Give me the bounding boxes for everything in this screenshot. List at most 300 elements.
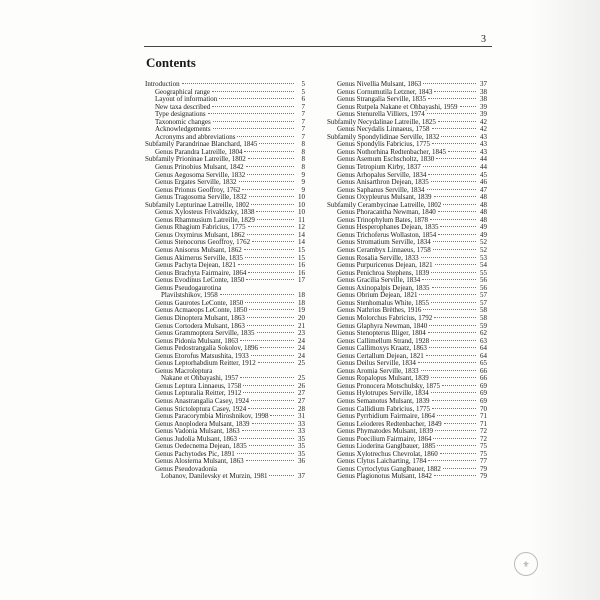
toc-entry-page: 18 xyxy=(298,298,305,307)
toc-entry-page: 7 xyxy=(301,125,305,134)
toc-entry-title: Genus Prionus Geoffroy, 1762 xyxy=(155,185,241,194)
toc-entry-title: Genus Akimerus Serville, 1835 xyxy=(155,253,243,262)
toc-entry-page: 71 xyxy=(480,412,487,421)
leader-dots xyxy=(418,362,476,363)
leader-dots xyxy=(219,98,294,99)
toc-entry-title: Genus Glaphyra Newman, 1840 xyxy=(337,321,428,330)
leader-dots xyxy=(249,196,294,197)
toc-entry-page: 52 xyxy=(480,246,487,255)
toc-entry-page: 69 xyxy=(480,396,487,405)
toc-entry-page: 48 xyxy=(480,193,487,202)
toc-entry-page: 36 xyxy=(298,457,305,466)
leader-dots xyxy=(247,174,294,175)
toc-entry-title: Genus Oxymirus Mulsant, 1862 xyxy=(155,230,245,239)
leader-dots xyxy=(244,151,294,152)
toc-entry-title: Genus Stromatium Serville, 1834 xyxy=(337,238,431,247)
leader-dots xyxy=(423,166,476,167)
leader-dots xyxy=(428,332,476,333)
leader-dots xyxy=(442,385,476,386)
page-edge-shade xyxy=(530,0,600,600)
toc-entry-page: 7 xyxy=(301,110,305,119)
leader-dots xyxy=(239,181,294,182)
page-title: Contents xyxy=(146,55,196,70)
toc-entry-title: Genus Stenurella Villiers, 1974 xyxy=(337,110,425,119)
toc-entry-title: Genus Oedecnema Dejean, 1835 xyxy=(155,442,247,451)
toc-entry-title: Genus Semanotus Mulsant, 1839 xyxy=(337,396,430,405)
toc-entry-title: Genus Gaurotes LeConte, 1850 xyxy=(155,298,244,307)
toc-entry-page: 65 xyxy=(480,359,487,368)
toc-entry-page: 57 xyxy=(480,298,487,307)
toc-entry-title: Genus Aegosoma Serville, 1832 xyxy=(155,170,246,179)
leader-dots xyxy=(238,264,294,265)
leader-dots xyxy=(419,294,476,295)
toc-entry-title: Genus Alosterna Mulsant, 1863 xyxy=(155,457,244,466)
leader-dots xyxy=(440,453,476,454)
leader-dots xyxy=(437,445,476,446)
leader-dots xyxy=(431,181,476,182)
leader-dots xyxy=(460,106,476,107)
toc-entry-title: Genus Phoracantha Newman, 1840 xyxy=(337,208,436,217)
leader-dots xyxy=(443,468,476,469)
leader-dots xyxy=(245,302,294,303)
leader-dots xyxy=(244,249,294,250)
leader-dots xyxy=(431,302,476,303)
toc-entry-title: Genus Necydalis Linnaeus, 1758 xyxy=(337,125,430,134)
toc-entry-page: 66 xyxy=(480,374,487,383)
toc-entry-title: Subfamily Spondylidinae Serville, 1832 xyxy=(327,132,440,141)
leader-dots xyxy=(421,370,476,371)
toc-entry-page: 7 xyxy=(301,132,305,141)
leader-dots xyxy=(260,347,294,348)
toc-entry-title: Geographical range xyxy=(155,87,210,96)
toc-entry-page: 5 xyxy=(301,80,305,88)
toc-entry-page: 66 xyxy=(480,366,487,375)
toc-entry-page: 43 xyxy=(480,147,487,156)
leader-dots xyxy=(422,279,476,280)
toc-entry-page: 42 xyxy=(480,125,487,134)
leader-dots xyxy=(440,226,476,227)
toc-entry-page: 77 xyxy=(480,457,487,466)
toc-entry-page: 49 xyxy=(480,230,487,239)
toc-entry xyxy=(327,473,487,481)
toc-entry-title: Genus Pyrrhidium Fairmaire, 1864 xyxy=(337,412,435,421)
toc-entry-page: 10 xyxy=(298,200,305,209)
toc-entry-title: Genus Axinopalpis Dejean, 1835 xyxy=(337,283,430,292)
toc-entry-page: 48 xyxy=(480,200,487,209)
toc-entry-title: Genus Callimoxys Kraatz, 1863 xyxy=(337,344,427,353)
toc-entry-title: Genus Clytus Laicharting, 1784 xyxy=(337,457,427,466)
leader-dots xyxy=(435,430,476,431)
toc-entry-title: Genus Dinoptera Mulsant, 1863 xyxy=(155,313,245,322)
toc-entry-title: Layout of information xyxy=(155,95,218,104)
toc-entry-title: Genus Macroleptura xyxy=(155,366,213,375)
toc-entry-page: 15 xyxy=(298,253,305,262)
toc-entry-title: Genus Lepturalia Reitter, 1912 xyxy=(155,389,242,398)
toc-entry-title: Genus Pachyta Dejean, 1821 xyxy=(155,261,236,270)
leader-dots xyxy=(427,189,477,190)
leader-dots xyxy=(242,189,294,190)
toc-entry-page: 31 xyxy=(298,412,305,421)
toc-entry-title: Genus Brachyta Fairmaire, 1864 xyxy=(155,268,247,277)
toc-entry-page: 8 xyxy=(301,163,305,172)
toc-entry-page: 54 xyxy=(480,261,487,270)
toc-entry-page: 56 xyxy=(480,276,487,285)
toc-entry-page: 9 xyxy=(301,178,305,187)
toc-entry-title: Genus Plagionotus Mulsant, 1842 xyxy=(337,472,432,481)
toc-entry-title: Genus Nathrius Brèthes, 1916 xyxy=(337,306,422,315)
leader-dots xyxy=(269,475,294,476)
leader-dots xyxy=(444,423,476,424)
toc-entry-title: Genus Xylosteus Frivaldszky, 1838 xyxy=(155,208,255,217)
toc-entry-page: 33 xyxy=(298,427,305,436)
leader-dots xyxy=(423,309,476,310)
leader-dots xyxy=(259,143,294,144)
toc-entry-title: Genus Molorchus Fabricius, 1792 xyxy=(337,313,433,322)
leader-dots xyxy=(438,211,476,212)
toc-entry-page: 25 xyxy=(298,359,305,368)
leader-dots xyxy=(251,355,294,356)
leader-dots xyxy=(245,257,294,258)
toc-entry-page: 27 xyxy=(298,389,305,398)
toc-entry-title: Genus Ergates Serville, 1832 xyxy=(155,178,237,187)
leader-dots xyxy=(258,362,294,363)
leader-dots xyxy=(433,241,476,242)
toc-entry-title: Genus Asemum Eschscholtz, 1830 xyxy=(337,155,435,164)
toc-entry-title: Genus Deilus Serville, 1834 xyxy=(337,359,416,368)
toc-entry-page: 39 xyxy=(480,102,487,111)
leader-dots xyxy=(213,128,294,129)
toc-entry-page: 24 xyxy=(298,351,305,360)
toc-entry-title: Genus Poecilium Fairmaire, 1864 xyxy=(337,434,432,443)
toc-entry-title: Lobanov, Danilevsky et Murzin, 1981 xyxy=(161,472,268,481)
leader-dots xyxy=(247,325,294,326)
leader-dots xyxy=(246,460,294,461)
leader-dots xyxy=(441,136,476,137)
leader-dots xyxy=(252,423,295,424)
toc-entry-page: 21 xyxy=(298,321,305,330)
toc-entry-title: Genus Paracorymbia Miroshnikov, 1998 xyxy=(155,412,269,421)
leader-dots xyxy=(438,121,476,122)
toc-entry-page: 9 xyxy=(301,185,305,194)
leader-dots xyxy=(251,204,294,205)
leader-dots xyxy=(428,460,476,461)
leader-dots xyxy=(429,325,476,326)
toc-entry-page: 45 xyxy=(480,170,487,179)
toc-entry-page: 39 xyxy=(480,110,487,119)
toc-entry-title: Genus Certallum Dejean, 1821 xyxy=(337,351,424,360)
toc-entry-title: Genus Phymatodes Mulsant, 1839 xyxy=(337,427,434,436)
toc-entry-title: Genus Pseudogaurotina xyxy=(155,283,222,292)
toc-entry-page: 8 xyxy=(301,155,305,164)
toc-entry-page: 56 xyxy=(480,283,487,292)
toc-entry-page: 70 xyxy=(480,404,487,413)
leader-dots xyxy=(220,294,294,295)
leader-dots xyxy=(248,158,294,159)
toc-entry-page: 64 xyxy=(480,344,487,353)
toc-entry-title: Genus Grammoptera Serville, 1835 xyxy=(155,329,255,338)
leader-dots xyxy=(432,128,476,129)
toc-entry-title: Genus Parandra Latreille, 1804 xyxy=(155,147,243,156)
toc-entry-title: Genus Pedostrangalia Sokolov, 1896 xyxy=(155,344,258,353)
leader-dots xyxy=(257,332,294,333)
toc-entry-title: New taxa described xyxy=(155,102,211,111)
toc-entry-page: 53 xyxy=(480,253,487,262)
toc-entry-page: 25 xyxy=(298,374,305,383)
toc-entry-title: Genus Spondylis Fabricius, 1775 xyxy=(337,140,430,149)
leader-dots xyxy=(431,392,476,393)
leader-dots xyxy=(428,174,476,175)
toc-entry-page: 23 xyxy=(298,329,305,338)
toc-entry-page: 6 xyxy=(301,95,305,104)
leader-dots xyxy=(435,264,476,265)
toc-entry-page: 18 xyxy=(298,291,305,300)
toc-entry-page: 44 xyxy=(480,163,487,172)
toc-entry-title: Genus Anoplodera Mulsant, 1839 xyxy=(155,419,250,428)
leader-dots xyxy=(251,400,294,401)
toc-entry-title: Genus Hylotrupes Serville, 1834 xyxy=(337,389,429,398)
toc-entry-page: 62 xyxy=(480,329,487,338)
leader-dots xyxy=(256,211,294,212)
toc-entry-title: Genus Aromia Serville, 1833 xyxy=(337,366,419,375)
toc-entry-title: Genus Penichroa Stephens, 1839 xyxy=(337,268,430,277)
toc-right-column xyxy=(327,81,487,481)
toc-entry-title: Genus Pidonia Mulsant, 1863 xyxy=(155,336,239,345)
toc-entry-title: Genus Stenhomalus White, 1855 xyxy=(337,298,430,307)
toc-entry-page: 11 xyxy=(298,215,305,224)
leader-dots xyxy=(248,226,294,227)
toc-entry-title: Genus Obrium Dejean, 1821 xyxy=(337,291,418,300)
toc-entry-page: 59 xyxy=(480,321,487,330)
toc-entry-page: 57 xyxy=(480,291,487,300)
toc-entry-page: 72 xyxy=(480,427,487,436)
toc-entry-page: 48 xyxy=(480,215,487,224)
toc-entry-title: Genus Stenopterus Illiger, 1804 xyxy=(337,329,426,338)
leader-dots xyxy=(208,113,294,114)
toc-entry-page: 72 xyxy=(480,434,487,443)
toc-entry-page: 42 xyxy=(480,117,487,126)
leader-dots xyxy=(246,166,294,167)
leader-dots xyxy=(430,219,476,220)
leader-dots xyxy=(432,143,476,144)
header-rule xyxy=(144,46,492,47)
leader-dots xyxy=(428,98,476,99)
toc-entry-title: Genus Trinophylum Bates, 1878 xyxy=(337,215,429,224)
leader-dots xyxy=(252,241,294,242)
leader-dots xyxy=(243,392,294,393)
toc-entry-page: 37 xyxy=(298,472,305,481)
toc-entry-page: 26 xyxy=(298,381,305,390)
toc-entry-page: 16 xyxy=(298,268,305,277)
toc-entry-title: Genus Strangalia Serville, 1835 xyxy=(337,95,427,104)
toc-entry-page: 79 xyxy=(480,464,487,473)
toc-entry-page: 14 xyxy=(298,238,305,247)
toc-entry-title: Genus Cortodera Mulsant, 1863 xyxy=(155,321,245,330)
toc-entry-page: 55 xyxy=(480,268,487,277)
toc-entry-title: Plavilstshikov, 1958 xyxy=(161,291,218,300)
toc-entry-title: Genus Rutpela Nakane et Ohbayashi, 1959 xyxy=(337,102,458,111)
toc-entry-title: Genus Cerambyx Linnaeus, 1758 xyxy=(337,246,431,255)
leader-dots xyxy=(240,377,294,378)
toc-entry-title: Genus Tetropium Kirby, 1837 xyxy=(337,163,421,172)
toc-entry-page: 64 xyxy=(480,351,487,360)
toc-entry-title: Genus Pronocera Motschulsky, 1875 xyxy=(337,381,440,390)
leader-dots xyxy=(247,234,294,235)
toc-entry-title: Genus Xylotrechus Chevrolat, 1860 xyxy=(337,449,438,458)
leader-dots xyxy=(438,234,476,235)
leader-dots xyxy=(212,106,294,107)
leader-dots xyxy=(237,136,294,137)
toc-entry-title: Genus Trichoferus Wollaston, 1854 xyxy=(337,230,437,239)
toc-entry-title: Subfamily Prioninae Latreille, 1802 xyxy=(145,155,246,164)
leader-dots xyxy=(431,340,476,341)
leader-dots xyxy=(182,83,294,84)
toc-entry-page: 35 xyxy=(298,449,305,458)
toc-entry-page: 9 xyxy=(301,170,305,179)
toc-entry-page: 24 xyxy=(298,336,305,345)
toc-entry-title: Acronyms and abbreviations xyxy=(155,132,236,141)
leader-dots xyxy=(423,83,476,84)
toc-entry-title: Subfamily Lepturinae Latreille, 1802 xyxy=(145,200,250,209)
toc-entry-title: Genus Anastrangalia Casey, 1924 xyxy=(155,396,250,405)
toc-entry-title: Genus Leptura Linnaeus, 1758 xyxy=(155,381,242,390)
toc-entry-title: Genus Stictoleptura Casey, 1924 xyxy=(155,404,247,413)
leader-dots xyxy=(432,408,476,409)
toc-entry-page: 20 xyxy=(298,313,305,322)
toc-entry-page: 28 xyxy=(298,404,305,413)
leader-dots xyxy=(433,438,476,439)
toc-entry-page: 12 xyxy=(298,223,305,232)
toc-entry-title: Genus Callimellum Strand, 1928 xyxy=(337,336,430,345)
toc-entry-page: 79 xyxy=(480,472,487,481)
toc-entry-title: Genus Oxypleurus Mulsant, 1839 xyxy=(337,193,432,202)
leader-dots xyxy=(448,151,476,152)
leader-dots xyxy=(239,438,294,439)
toc-entry-title: Genus Anisorus Mulsant, 1862 xyxy=(155,246,242,255)
toc-entry-page: 27 xyxy=(298,396,305,405)
leader-dots xyxy=(246,279,294,280)
toc-entry xyxy=(145,473,305,481)
toc-entry-title: Genus Pachytodes Pic, 1891 xyxy=(155,449,235,458)
leader-dots xyxy=(434,196,477,197)
toc-entry-page: 15 xyxy=(298,246,305,255)
toc-entry-title: Genus Hesperophanes Dejean, 1835 xyxy=(337,223,439,232)
leader-dots xyxy=(240,340,294,341)
toc-entry-title: Genus Acmaeops LeConte, 1850 xyxy=(155,306,248,315)
toc-entry-page: 14 xyxy=(298,230,305,239)
toc-entry-title: Introduction xyxy=(145,80,180,88)
leader-dots xyxy=(427,113,476,114)
toc-entry-page: 8 xyxy=(301,140,305,149)
library-stamp-icon: ⚜ xyxy=(514,552,538,576)
toc-entry-page: 58 xyxy=(480,306,487,315)
toc-entry-page: 16 xyxy=(298,261,305,270)
toc-entry-title: Genus Vadonia Mulsant, 1863 xyxy=(155,427,240,436)
toc-entry-page: 35 xyxy=(298,434,305,443)
toc-entry-page: 19 xyxy=(298,306,305,315)
leader-dots xyxy=(249,445,294,446)
toc-entry-page: 37 xyxy=(480,80,487,88)
toc-entry-page: 35 xyxy=(298,442,305,451)
toc-entry-title: Genus Stenocorus Geoffroy, 1762 xyxy=(155,238,251,247)
toc-entry-page: 58 xyxy=(480,313,487,322)
leader-dots xyxy=(421,257,476,258)
toc-entry-page: 10 xyxy=(298,193,305,202)
toc-entry-title: Genus Judolia Mulsant, 1863 xyxy=(155,434,238,443)
toc-entry-page: 43 xyxy=(480,132,487,141)
toc-entry-page: 71 xyxy=(480,419,487,428)
toc-entry-title: Genus Gracilia Serville, 1834 xyxy=(337,276,421,285)
leader-dots xyxy=(443,204,476,205)
toc-entry-title: Nakane et Ohbayashi, 1957 xyxy=(161,374,239,383)
leader-dots xyxy=(242,430,294,431)
leader-dots xyxy=(432,287,476,288)
leader-dots xyxy=(432,400,476,401)
toc-entry-page: 43 xyxy=(480,140,487,149)
page-number: 3 xyxy=(481,34,486,45)
toc-entry-title: Genus Tragosoma Serville, 1832 xyxy=(155,193,247,202)
toc-entry-title: Genus Rhagium Fabricius, 1775 xyxy=(155,223,246,232)
leader-dots xyxy=(247,317,294,318)
toc-entry-title: Genus Cyrtoclytus Ganglbauer, 1882 xyxy=(337,464,441,473)
toc-entry-page: 7 xyxy=(301,117,305,126)
toc-entry-title: Genus Leptorhabdium Reitter, 1912 xyxy=(155,359,256,368)
leader-dots xyxy=(213,121,294,122)
leader-dots xyxy=(248,272,294,273)
leader-dots xyxy=(237,453,294,454)
toc-entry-title: Genus Ropalopus Mulsant, 1839 xyxy=(337,374,429,383)
leader-dots xyxy=(249,309,294,310)
toc-entry-title: Type designations xyxy=(155,110,206,119)
leader-dots xyxy=(434,475,476,476)
toc-entry-page: 5 xyxy=(301,87,305,96)
toc-entry-title: Genus Evodinus LeConte, 1850 xyxy=(155,276,245,285)
toc-entry-title: Genus Cornumutila Letzner, 1843 xyxy=(337,87,433,96)
toc-entry-title: Genus Nivellia Mulsant, 1863 xyxy=(337,80,422,88)
toc-entry-page: 7 xyxy=(301,102,305,111)
leader-dots xyxy=(212,91,294,92)
leader-dots xyxy=(243,385,294,386)
toc-entry-page: 38 xyxy=(480,87,487,96)
toc-entry-title: Subfamily Necydalinae Latreille, 1825 xyxy=(327,117,436,126)
leader-dots xyxy=(434,91,476,92)
toc-entry-page: 52 xyxy=(480,238,487,247)
toc-entry-title: Genus Leioderes Redtenbacher, 1849 xyxy=(337,419,442,428)
toc-entry-page: 69 xyxy=(480,381,487,390)
toc-left-column xyxy=(145,81,305,481)
toc-entry-title: Genus Rosalia Serville, 1833 xyxy=(337,253,419,262)
toc-entry-title: Genus Callidium Fabricius, 1775 xyxy=(337,404,430,413)
toc-entry-page: 17 xyxy=(298,276,305,285)
toc-entry-page: 63 xyxy=(480,336,487,345)
leader-dots xyxy=(433,249,476,250)
leader-dots xyxy=(270,415,294,416)
toc-entry-page: 47 xyxy=(480,185,487,194)
toc-entry-title: Taxonomic changes xyxy=(155,117,211,126)
leader-dots xyxy=(431,377,476,378)
leader-dots xyxy=(434,317,476,318)
toc-entry-title: Genus Nothorhina Redtenbacher, 1845 xyxy=(337,147,446,156)
toc-entry-page: 48 xyxy=(480,208,487,217)
leader-dots xyxy=(431,272,476,273)
toc-entry-title: Acknowledgements xyxy=(155,125,211,134)
leader-dots xyxy=(429,347,476,348)
toc-entry-title: Genus Etorofus Matsushita, 1933 xyxy=(155,351,249,360)
toc-entry-title: Genus Saphanus Serville, 1834 xyxy=(337,185,425,194)
leader-dots xyxy=(426,355,476,356)
leader-dots xyxy=(436,158,476,159)
toc-entry-title: Subfamily Parandrinae Blanchard, 1845 xyxy=(145,140,258,149)
toc-entry-page: 38 xyxy=(480,95,487,104)
